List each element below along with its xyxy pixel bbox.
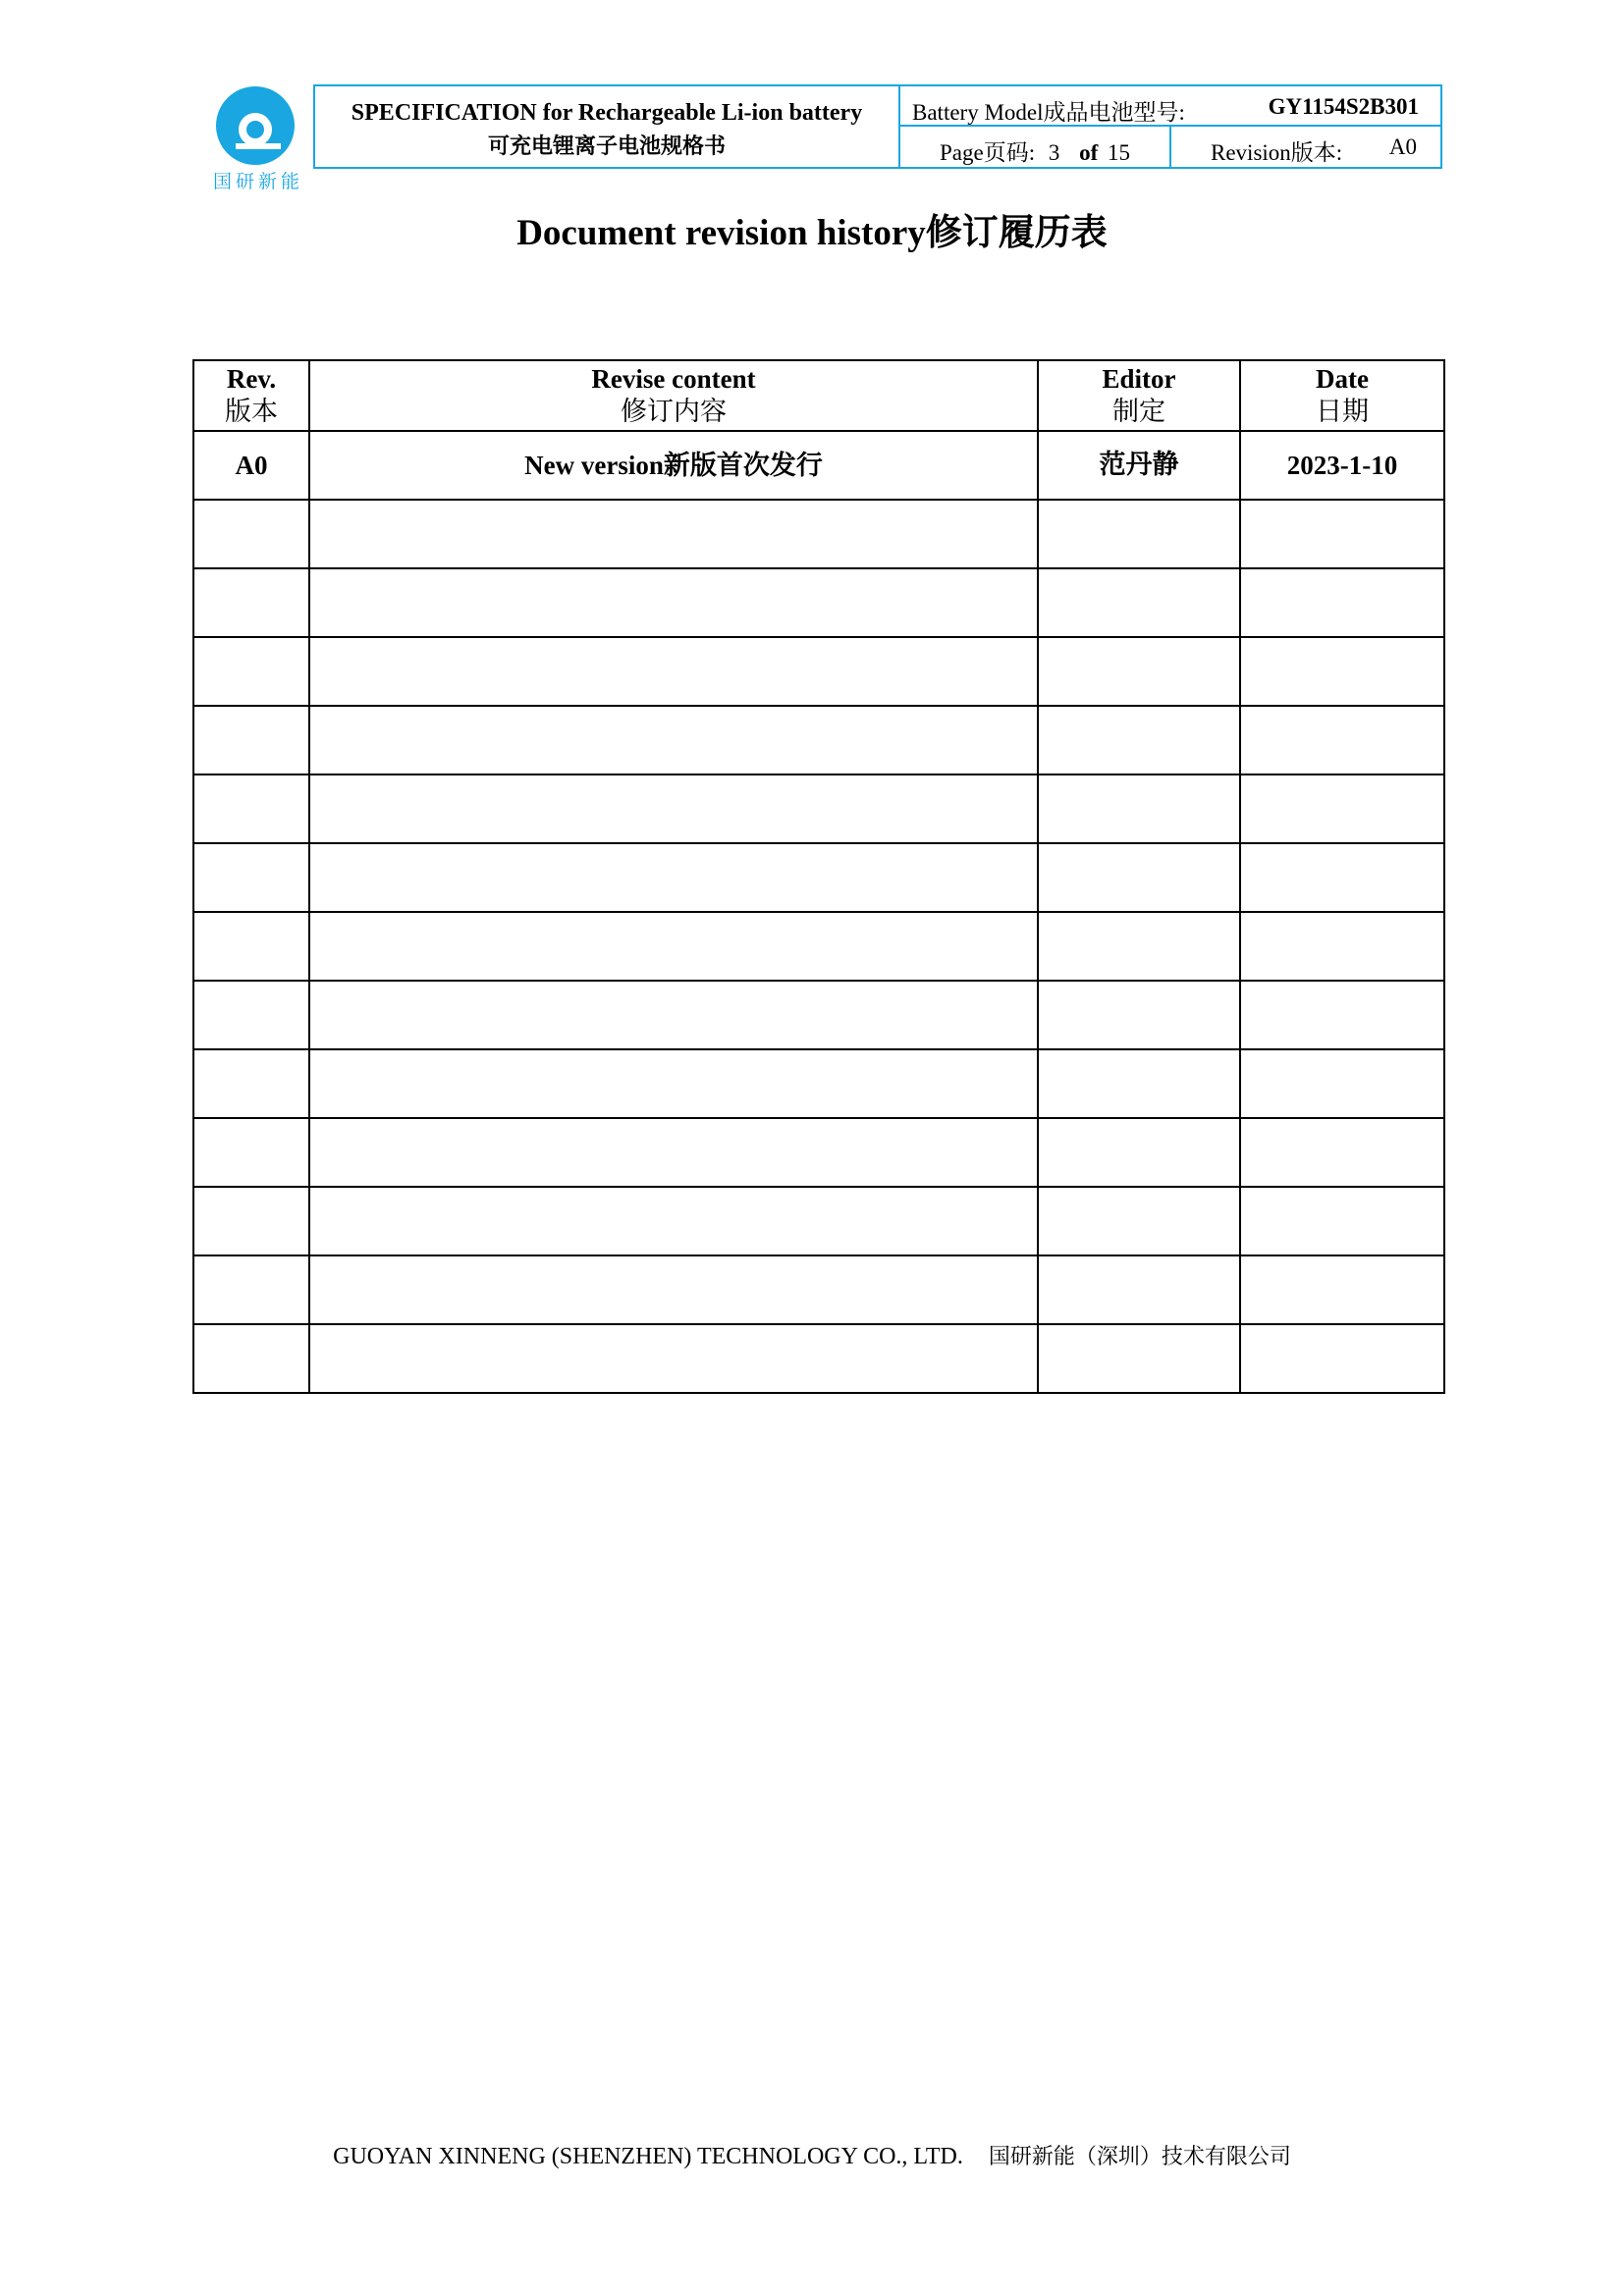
- column-header-date-cn: 日期: [1316, 397, 1369, 427]
- page-total: 15: [1108, 140, 1131, 165]
- column-header-editor-en: Editor: [1102, 364, 1176, 394]
- content-cell: [309, 1118, 1038, 1187]
- content-cell: [309, 706, 1038, 774]
- table-row: [193, 1049, 1444, 1118]
- column-header-content: [309, 360, 1038, 431]
- content-cell: [309, 981, 1038, 1049]
- date-cell: 2023-1-10: [1240, 431, 1444, 500]
- column-header-rev-en: Rev.: [226, 364, 277, 394]
- rev-cell: [193, 706, 309, 774]
- content-cell: [309, 568, 1038, 637]
- content-cell: [309, 843, 1038, 912]
- content-cell: [309, 1187, 1038, 1255]
- content-cell: [309, 774, 1038, 843]
- column-header-rev: [193, 360, 309, 431]
- battery-model-value: GY1154S2B301: [1268, 94, 1419, 119]
- page-label: Page页码:: [939, 140, 1036, 165]
- rev-cell: [193, 912, 309, 981]
- footer-company-cn: 国研新能（深圳）技术有限公司: [988, 2145, 1291, 2169]
- date-cell: [1240, 1187, 1444, 1255]
- rev-cell: [193, 981, 309, 1049]
- page-number: 3: [1048, 140, 1060, 165]
- content-cell: [309, 1255, 1038, 1324]
- spec-header: [313, 84, 1442, 169]
- table-row: [193, 774, 1444, 843]
- editor-cell: [1038, 500, 1240, 568]
- editor-cell: [1038, 1255, 1240, 1324]
- logo-text: 国研新能: [212, 171, 303, 192]
- date-cell: [1240, 981, 1444, 1049]
- column-header-date: [1240, 360, 1444, 431]
- table-row: [193, 706, 1444, 774]
- rev-cell: [193, 1118, 309, 1187]
- page-footer: [0, 2140, 1624, 2170]
- content-cell: [309, 637, 1038, 706]
- table-row: [193, 568, 1444, 637]
- editor-cell: [1038, 1324, 1240, 1393]
- column-header-date-en: Date: [1316, 364, 1369, 394]
- footer-company-en: GUOYAN XINNENG (SHENZHEN) TECHNOLOGY CO., LTD.: [333, 2144, 963, 2169]
- table-row: [193, 637, 1444, 706]
- rev-cell: A0: [193, 431, 309, 500]
- battery-model-label: Battery Model成品电池型号:: [912, 100, 1185, 125]
- column-header-rev-cn: 版本: [225, 397, 278, 427]
- rev-cell: [193, 1324, 309, 1393]
- editor-cell: 范丹静: [1038, 431, 1240, 500]
- rev-cell: [193, 843, 309, 912]
- rev-cell: [193, 774, 309, 843]
- revision-value: A0: [1388, 134, 1417, 159]
- spec-title-cell: [315, 86, 900, 167]
- rev-cell: [193, 637, 309, 706]
- table-row: [193, 1324, 1444, 1393]
- editor-cell: [1038, 981, 1240, 1049]
- content-cell: [309, 1324, 1038, 1393]
- column-header-editor: [1038, 360, 1240, 431]
- rev-cell: [193, 1255, 309, 1324]
- editor-cell: [1038, 1187, 1240, 1255]
- table-row: [193, 912, 1444, 981]
- date-cell: [1240, 1118, 1444, 1187]
- editor-cell: [1038, 637, 1240, 706]
- table-header-row: [193, 360, 1444, 431]
- editor-cell: [1038, 843, 1240, 912]
- revision-label: Revision版本:: [1211, 140, 1343, 165]
- column-header-content-en: Revise content: [591, 364, 756, 394]
- editor-cell: [1038, 912, 1240, 981]
- table-row: [193, 1118, 1444, 1187]
- page-of: of: [1079, 140, 1099, 165]
- page-title: Document revision history修订履历表: [516, 213, 1108, 253]
- page-cell: [900, 127, 1171, 167]
- battery-model-cell: [900, 86, 1440, 127]
- table-row: [193, 1187, 1444, 1255]
- date-cell: [1240, 843, 1444, 912]
- date-cell: [1240, 774, 1444, 843]
- spec-title-cn: 可充电锂离子电池规格书: [487, 134, 726, 159]
- column-header-editor-cn: 制定: [1112, 397, 1165, 427]
- editor-cell: [1038, 774, 1240, 843]
- table-row: [193, 981, 1444, 1049]
- date-cell: [1240, 637, 1444, 706]
- date-cell: [1240, 912, 1444, 981]
- content-cell: [309, 500, 1038, 568]
- spec-title-en: SPECIFICATION for Rechargeable Li-ion battery: [351, 100, 863, 126]
- revision-history-table: [192, 359, 1445, 1394]
- date-cell: [1240, 500, 1444, 568]
- date-cell: [1240, 1049, 1444, 1118]
- date-cell: [1240, 568, 1444, 637]
- content-cell: New version新版首次发行: [309, 431, 1038, 500]
- table-row: [193, 500, 1444, 568]
- editor-cell: [1038, 1049, 1240, 1118]
- content-cell: [309, 912, 1038, 981]
- date-cell: [1240, 706, 1444, 774]
- revision-cell: [1171, 127, 1440, 167]
- rev-cell: [193, 568, 309, 637]
- date-cell: [1240, 1324, 1444, 1393]
- editor-cell: [1038, 706, 1240, 774]
- column-header-content-cn: 修订内容: [621, 397, 727, 427]
- editor-cell: [1038, 568, 1240, 637]
- table-row: [193, 1255, 1444, 1324]
- table-row: [193, 431, 1444, 500]
- content-cell: [309, 1049, 1038, 1118]
- editor-cell: [1038, 1118, 1240, 1187]
- rev-cell: [193, 1049, 309, 1118]
- rev-cell: [193, 500, 309, 568]
- table-row: [193, 843, 1444, 912]
- date-cell: [1240, 1255, 1444, 1324]
- page-revision-row: [900, 127, 1440, 167]
- rev-cell: [193, 1187, 309, 1255]
